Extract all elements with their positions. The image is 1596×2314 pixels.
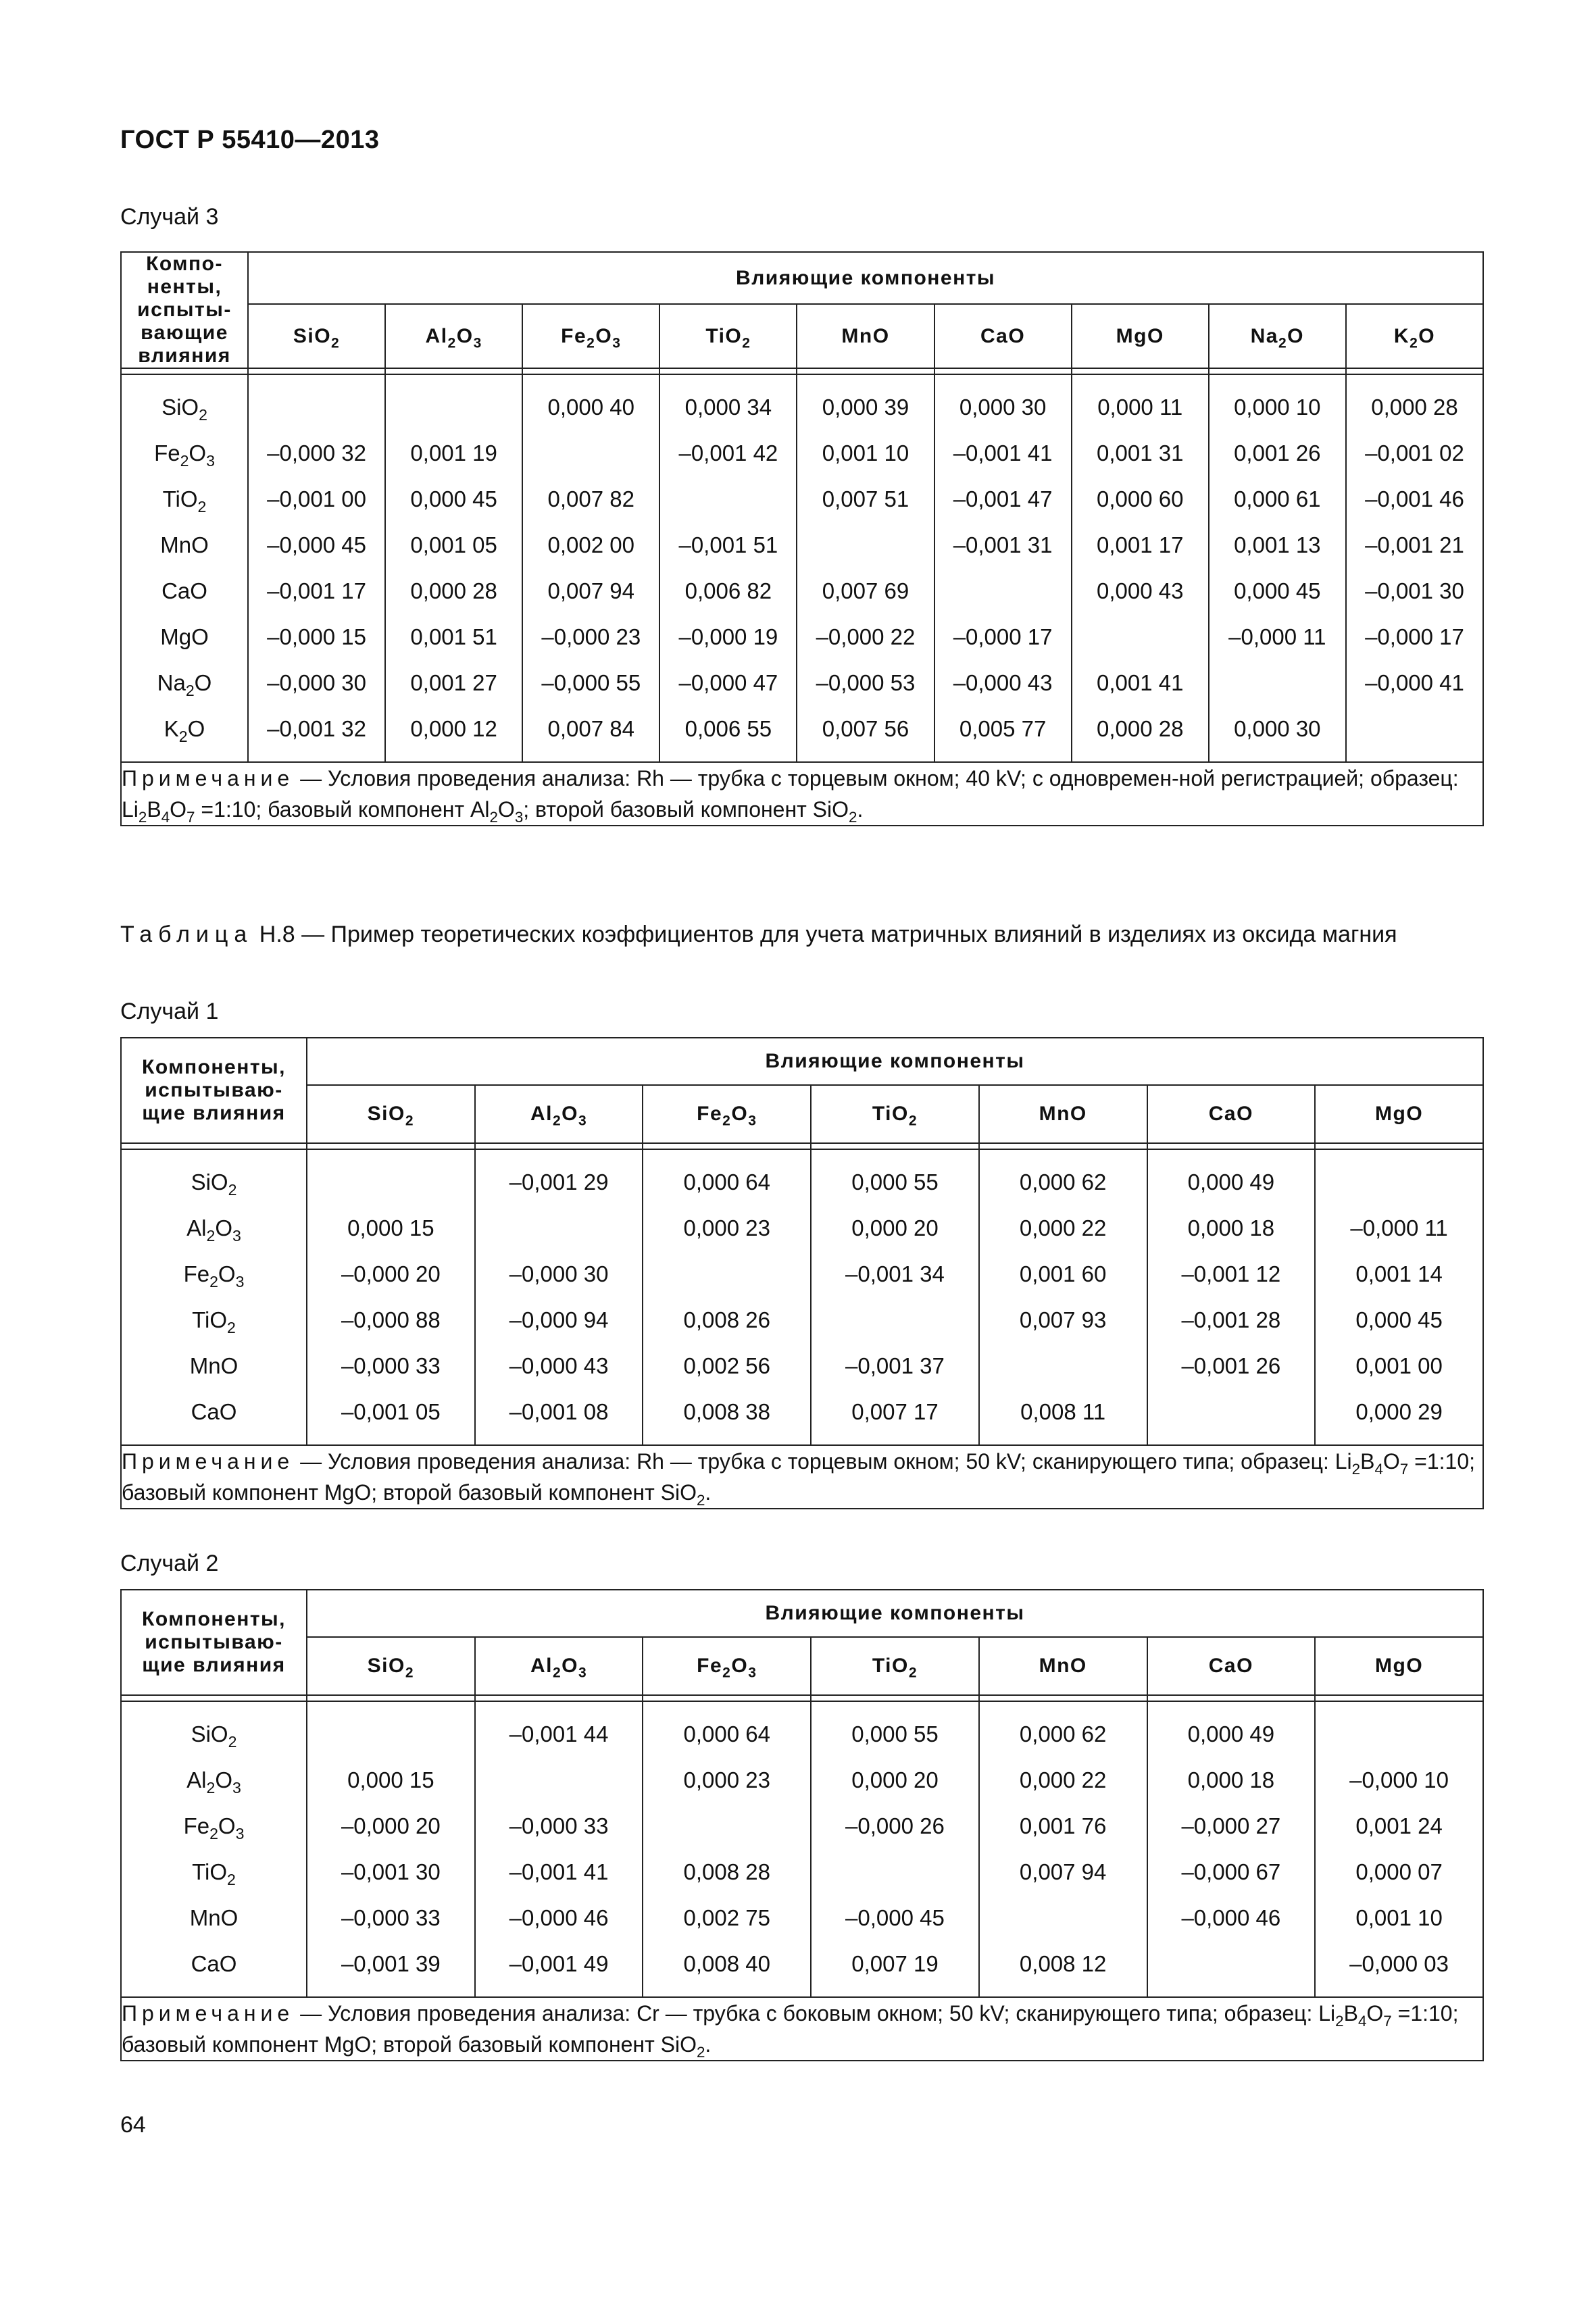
case2-cell: –0,000 33 [475, 1803, 643, 1849]
case3-header-row [121, 252, 1483, 304]
case1-cell: –0,000 43 [475, 1343, 643, 1389]
page-number: 64 [120, 2112, 146, 2138]
case1-col-mno: MnO [979, 1085, 1147, 1143]
case3-col-sio2: SiO$_2$ [248, 304, 385, 368]
case2-row-header: Компоненты, испытываю- щие влияния [121, 1590, 307, 1695]
case3-cell: 0,001 19 [385, 430, 522, 476]
case3-separator-cell [1346, 368, 1483, 374]
case3-cell: –0,000 22 [797, 614, 934, 660]
case3-cell: 0,001 13 [1209, 522, 1346, 568]
case3-cell: 0,007 84 [522, 706, 659, 762]
case3-separator-cell [1072, 368, 1209, 374]
case3-separator-cell [659, 368, 797, 374]
case3-cell: 0,000 30 [934, 374, 1072, 430]
case2-title: Случай 2 [120, 1551, 219, 1576]
case3-row-tio2 [121, 476, 1483, 522]
case2-row-label-al2o3: $Al_2O_3$ [121, 1757, 307, 1803]
case3-cell: 0,001 10 [797, 430, 934, 476]
case1-cell [643, 1251, 811, 1297]
case1-separator-cell [1147, 1143, 1316, 1149]
case3-cell: 0,000 11 [1072, 374, 1209, 430]
case1-col-al2o3: $Al_2O_3$ [475, 1085, 643, 1143]
case3-cell: –0,000 30 [248, 660, 385, 706]
case3-cell: 0,001 31 [1072, 430, 1209, 476]
case2-cell: 0,008 40 [643, 1941, 811, 1997]
case3-table [120, 251, 1484, 826]
case3-cell [522, 430, 659, 476]
case1-separator-cell [475, 1143, 643, 1149]
case1-cell: 0,007 17 [811, 1389, 979, 1445]
case1-cell: 0,000 23 [643, 1205, 811, 1251]
case3-cell: 0,000 45 [385, 476, 522, 522]
case1-cell [475, 1205, 643, 1251]
case3-row-na2o [121, 660, 1483, 706]
case1-cell: 0,008 26 [643, 1297, 811, 1343]
case3-cell: 0,000 43 [1072, 568, 1209, 614]
case1-row-label-al2o3: $Al_2O_3$ [121, 1205, 307, 1251]
case3-cell: –0,001 21 [1346, 522, 1483, 568]
case3-cell: –0,000 17 [1346, 614, 1483, 660]
case2-separator [121, 1695, 1483, 1701]
case1-cell: 0,000 64 [643, 1149, 811, 1205]
case1-cell: 0,000 18 [1147, 1205, 1316, 1251]
case2-cell [475, 1757, 643, 1803]
case3-separator-cell [1209, 368, 1346, 374]
case1-cell: 0,000 20 [811, 1205, 979, 1251]
case3-cell: –0,000 15 [248, 614, 385, 660]
case3-cell: 0,000 34 [659, 374, 797, 430]
case3-separator-cell [248, 368, 385, 374]
case2-cell: 0,000 07 [1315, 1849, 1483, 1895]
case3-col-k2o: $K_2O$ [1346, 304, 1483, 368]
case2-cell: 0,000 22 [979, 1757, 1147, 1803]
case2-cell: –0,000 45 [811, 1895, 979, 1941]
case3-cell: –0,000 32 [248, 430, 385, 476]
case2-cell [643, 1803, 811, 1849]
case3-row-k2o [121, 706, 1483, 762]
case3-row-label-sio2: SiO$_2$ [121, 374, 248, 430]
case2-row-sio2 [121, 1701, 1483, 1757]
case2-header-row [121, 1590, 1483, 1637]
case2-cell: 0,000 20 [811, 1757, 979, 1803]
case1-cell: –0,001 08 [475, 1389, 643, 1445]
case2-cell: –0,000 26 [811, 1803, 979, 1849]
case2-cell: –0,001 44 [475, 1701, 643, 1757]
case2-col-mgo: MgO [1315, 1637, 1483, 1695]
case1-group-header: Влияющие компоненты [307, 1038, 1483, 1085]
case1-column-header-row [121, 1085, 1483, 1143]
case1-separator-cell [811, 1143, 979, 1149]
case2-separator-cell [979, 1695, 1147, 1701]
case3-cell [797, 522, 934, 568]
case2-row-mno [121, 1895, 1483, 1941]
case3-cell: –0,000 23 [522, 614, 659, 660]
case2-separator-cell [475, 1695, 643, 1701]
case1-cell: –0,001 28 [1147, 1297, 1316, 1343]
case2-note-lead: Примечание [122, 2001, 295, 2026]
case1-cell: –0,001 34 [811, 1251, 979, 1297]
case2-cell: –0,001 39 [307, 1941, 475, 1997]
case1-row-label-cao: CaO [121, 1389, 307, 1445]
case2-cell: 0,008 12 [979, 1941, 1147, 1997]
case3-cell: –0,001 32 [248, 706, 385, 762]
table-caption [120, 919, 1482, 950]
case3-cell: 0,001 26 [1209, 430, 1346, 476]
case1-cell: 0,001 60 [979, 1251, 1147, 1297]
case3-title: Случай 3 [120, 204, 219, 230]
case2-cell: 0,000 55 [811, 1701, 979, 1757]
case1-row-sio2 [121, 1149, 1483, 1205]
case1-header-row [121, 1038, 1483, 1085]
case1-cell: –0,001 26 [1147, 1343, 1316, 1389]
case1-col-fe2o3: $Fe_2O_3$ [643, 1085, 811, 1143]
case2-cell: 0,008 28 [643, 1849, 811, 1895]
case1-table [120, 1037, 1484, 1509]
case3-cell: 0,005 77 [934, 706, 1072, 762]
case3-separator-cell [385, 368, 522, 374]
case2-row-al2o3 [121, 1757, 1483, 1803]
case3-cell [1072, 614, 1209, 660]
case2-cell: 0,000 18 [1147, 1757, 1316, 1803]
case1-cell: 0,008 11 [979, 1389, 1147, 1445]
case2-separator-cell [811, 1695, 979, 1701]
case3-col-fe2o3: $Fe_2O_3$ [522, 304, 659, 368]
case2-row-label-tio2: TiO$_2$ [121, 1849, 307, 1895]
case1-cell: –0,001 37 [811, 1343, 979, 1389]
case1-cell: –0,000 94 [475, 1297, 643, 1343]
case3-cell [248, 374, 385, 430]
case3-cell: –0,001 51 [659, 522, 797, 568]
case1-row-header: Компоненты, испытываю- щие влияния [121, 1038, 307, 1143]
case3-separator-cell [121, 368, 248, 374]
case1-cell: 0,001 14 [1315, 1251, 1483, 1297]
case2-row-label-fe2o3: $Fe_2O_3$ [121, 1803, 307, 1849]
case3-cell: 0,001 17 [1072, 522, 1209, 568]
case1-separator-cell [979, 1143, 1147, 1149]
case2-row-label-cao: CaO [121, 1941, 307, 1997]
case1-separator-cell [121, 1143, 307, 1149]
case2-note-text: — Условия проведения анализа: Cr — трубка с боковым окном; 50 kV; сканирующего типа; образец: $Li_2B_4O_7$ =1:10; базовый компонент MgO; второй базовый компонент SiO$_2$. [122, 2001, 1459, 2061]
case1-row-fe2o3 [121, 1251, 1483, 1297]
case2-col-al2o3: $Al_2O_3$ [475, 1637, 643, 1695]
case1-cell [1147, 1389, 1316, 1445]
case3-cell: –0,000 45 [248, 522, 385, 568]
case1-col-mgo: MgO [1315, 1085, 1483, 1143]
case3-cell: –0,000 47 [659, 660, 797, 706]
case3-cell: –0,001 02 [1346, 430, 1483, 476]
case2-cell: 0,001 10 [1315, 1895, 1483, 1941]
case3-cell: 0,000 45 [1209, 568, 1346, 614]
case3-cell: –0,001 30 [1346, 568, 1483, 614]
case3-cell: 0,001 05 [385, 522, 522, 568]
case3-cell: 0,000 10 [1209, 374, 1346, 430]
case2-note [121, 1997, 1483, 2061]
case3-row-mno [121, 522, 1483, 568]
case2-cell: 0,007 19 [811, 1941, 979, 1997]
case2-cell: –0,000 46 [475, 1895, 643, 1941]
case3-cell: 0,002 00 [522, 522, 659, 568]
case1-cell: 0,008 38 [643, 1389, 811, 1445]
case3-cell: –0,000 55 [522, 660, 659, 706]
case3-separator [121, 368, 1483, 374]
case2-cell: –0,000 10 [1315, 1757, 1483, 1803]
case2-cell [1147, 1941, 1316, 1997]
case1-cell: 0,000 55 [811, 1149, 979, 1205]
case2-column-header-row [121, 1637, 1483, 1695]
case1-cell: –0,000 33 [307, 1343, 475, 1389]
case3-cell: –0,001 46 [1346, 476, 1483, 522]
case2-separator-cell [307, 1695, 475, 1701]
case3-cell: –0,000 17 [934, 614, 1072, 660]
case2-cell: 0,000 62 [979, 1701, 1147, 1757]
case3-row-mgo [121, 614, 1483, 660]
case3-row-label-mno: MnO [121, 522, 248, 568]
case3-column-header-row [121, 304, 1483, 368]
case1-note [121, 1445, 1483, 1509]
case3-cell: 0,000 28 [1072, 706, 1209, 762]
case2-cell: 0,000 15 [307, 1757, 475, 1803]
case3-row-label-mgo: MgO [121, 614, 248, 660]
case3-cell [934, 568, 1072, 614]
case3-cell [659, 476, 797, 522]
case1-row-label-fe2o3: $Fe_2O_3$ [121, 1251, 307, 1297]
case1-row-mno [121, 1343, 1483, 1389]
case2-cell: –0,001 49 [475, 1941, 643, 1997]
case1-col-tio2: TiO$_2$ [811, 1085, 979, 1143]
case2-cell: 0,007 94 [979, 1849, 1147, 1895]
case1-separator-cell [1315, 1143, 1483, 1149]
case3-row-sio2 [121, 374, 1483, 430]
case3-note [121, 762, 1483, 826]
case3-cell: 0,007 56 [797, 706, 934, 762]
case2-separator-cell [643, 1695, 811, 1701]
case1-row-cao [121, 1389, 1483, 1445]
case3-cell: 0,007 51 [797, 476, 934, 522]
case3-col-cao: CaO [934, 304, 1072, 368]
case2-cell: 0,000 49 [1147, 1701, 1316, 1757]
case1-row-label-mno: MnO [121, 1343, 307, 1389]
case1-cell: –0,001 29 [475, 1149, 643, 1205]
case2-cell: 0,002 75 [643, 1895, 811, 1941]
case2-cell: –0,000 20 [307, 1803, 475, 1849]
case1-cell [1315, 1149, 1483, 1205]
case2-cell [811, 1849, 979, 1895]
case2-cell [1315, 1701, 1483, 1757]
case2-cell: 0,000 64 [643, 1701, 811, 1757]
case3-group-header: Влияющие компоненты [248, 252, 1483, 304]
case2-cell: 0,001 76 [979, 1803, 1147, 1849]
case1-cell: –0,001 12 [1147, 1251, 1316, 1297]
case1-col-cao: CaO [1147, 1085, 1316, 1143]
case1-cell [811, 1297, 979, 1343]
case3-col-mno: MnO [797, 304, 934, 368]
case1-row-al2o3 [121, 1205, 1483, 1251]
case2-col-sio2: SiO$_2$ [307, 1637, 475, 1695]
case2-row-fe2o3 [121, 1803, 1483, 1849]
case2-cell: –0,000 27 [1147, 1803, 1316, 1849]
case3-row-label-cao: CaO [121, 568, 248, 614]
case2-cell: –0,000 46 [1147, 1895, 1316, 1941]
case1-separator-cell [307, 1143, 475, 1149]
case3-cell: –0,001 47 [934, 476, 1072, 522]
case2-cell: –0,000 67 [1147, 1849, 1316, 1895]
case2-cell: 0,001 24 [1315, 1803, 1483, 1849]
case3-row-cao [121, 568, 1483, 614]
case2-cell: –0,000 33 [307, 1895, 475, 1941]
case3-row-label-na2o: $Na_2O$ [121, 660, 248, 706]
case1-cell [307, 1149, 475, 1205]
case1-cell: –0,001 05 [307, 1389, 475, 1445]
case3-cell [1209, 660, 1346, 706]
case1-note-row [121, 1445, 1483, 1509]
case2-col-fe2o3: $Fe_2O_3$ [643, 1637, 811, 1695]
case2-cell: –0,001 41 [475, 1849, 643, 1895]
case1-cell: 0,007 93 [979, 1297, 1147, 1343]
case3-note-text: — Условия проведения анализа: Rh — трубка с торцевым окном; 40 kV; с одновремен-ной регистрацией; образец: $Li_2B_4O_7$ =1:10; базовый компонент $Al_2O_3$; второй базовый компонент SiO$_2$. [122, 766, 1459, 826]
case2-note-row [121, 1997, 1483, 2061]
case1-cell: –0,000 11 [1315, 1205, 1483, 1251]
case3-cell: –0,000 43 [934, 660, 1072, 706]
case3-row-label-tio2: TiO$_2$ [121, 476, 248, 522]
document-header: ГОСТ Р 55410—2013 [120, 126, 380, 154]
case3-row-label-fe2o3: $Fe_2O_3$ [121, 430, 248, 476]
case3-cell: 0,000 61 [1209, 476, 1346, 522]
case1-cell: 0,000 15 [307, 1205, 475, 1251]
case1-cell: 0,002 56 [643, 1343, 811, 1389]
case2-row-label-sio2: SiO$_2$ [121, 1701, 307, 1757]
case1-cell: –0,000 30 [475, 1251, 643, 1297]
case1-cell: –0,000 88 [307, 1297, 475, 1343]
case3-cell: –0,000 11 [1209, 614, 1346, 660]
case2-row-cao [121, 1941, 1483, 1997]
case2-cell: 0,000 23 [643, 1757, 811, 1803]
table-caption-text: Н.8 — Пример теоретических коэффициентов для учета матричных влияний в изделиях из оксида магния [253, 922, 1397, 947]
case1-row-label-tio2: TiO$_2$ [121, 1297, 307, 1343]
case3-col-al2o3: $Al_2O_3$ [385, 304, 522, 368]
case3-cell [1346, 706, 1483, 762]
case1-row-label-sio2: SiO$_2$ [121, 1149, 307, 1205]
case3-col-tio2: TiO$_2$ [659, 304, 797, 368]
case3-cell: 0,006 82 [659, 568, 797, 614]
case3-separator-cell [934, 368, 1072, 374]
case3-cell: 0,006 55 [659, 706, 797, 762]
case1-title: Случай 1 [120, 999, 219, 1024]
case1-cell [979, 1343, 1147, 1389]
case1-cell: 0,000 49 [1147, 1149, 1316, 1205]
case3-row-fe2o3 [121, 430, 1483, 476]
case3-cell: 0,000 12 [385, 706, 522, 762]
case3-separator-cell [522, 368, 659, 374]
case3-cell: –0,001 00 [248, 476, 385, 522]
case1-col-sio2: SiO$_2$ [307, 1085, 475, 1143]
case1-cell: –0,000 20 [307, 1251, 475, 1297]
case2-separator-cell [1315, 1695, 1483, 1701]
case2-cell [979, 1895, 1147, 1941]
case1-row-tio2 [121, 1297, 1483, 1343]
case1-cell: 0,000 29 [1315, 1389, 1483, 1445]
case3-cell: –0,001 17 [248, 568, 385, 614]
case2-group-header: Влияющие компоненты [307, 1590, 1483, 1637]
case3-cell: 0,000 40 [522, 374, 659, 430]
case3-cell: –0,001 41 [934, 430, 1072, 476]
table-caption-lead: Таблица [120, 922, 253, 947]
case2-separator-cell [1147, 1695, 1316, 1701]
case3-row-header: Компо- ненты, испыты- вающие влияния [121, 252, 248, 368]
case3-cell: –0,001 42 [659, 430, 797, 476]
case3-cell: 0,007 82 [522, 476, 659, 522]
case3-col-na2o: $Na_2O$ [1209, 304, 1346, 368]
case3-cell: 0,000 60 [1072, 476, 1209, 522]
case2-cell [307, 1701, 475, 1757]
case2-separator-cell [121, 1695, 307, 1701]
case3-cell: 0,007 69 [797, 568, 934, 614]
case3-cell: 0,001 41 [1072, 660, 1209, 706]
case3-row-label-k2o: $K_2O$ [121, 706, 248, 762]
case2-row-label-mno: MnO [121, 1895, 307, 1941]
case2-col-cao: CaO [1147, 1637, 1316, 1695]
case2-col-mno: MnO [979, 1637, 1147, 1695]
case1-note-lead: Примечание [122, 1449, 295, 1474]
case3-col-mgo: MgO [1072, 304, 1209, 368]
case3-note-row [121, 762, 1483, 826]
case1-cell: 0,000 45 [1315, 1297, 1483, 1343]
case1-cell: 0,000 62 [979, 1149, 1147, 1205]
case3-separator-cell [797, 368, 934, 374]
case3-note-lead: Примечание [122, 766, 295, 790]
case3-cell: 0,001 51 [385, 614, 522, 660]
case3-cell: 0,001 27 [385, 660, 522, 706]
case3-cell: 0,000 39 [797, 374, 934, 430]
case3-cell: 0,000 30 [1209, 706, 1346, 762]
case1-separator-cell [643, 1143, 811, 1149]
case2-cell: –0,000 03 [1315, 1941, 1483, 1997]
case1-cell: 0,000 22 [979, 1205, 1147, 1251]
case3-cell: –0,000 53 [797, 660, 934, 706]
case2-cell: –0,001 30 [307, 1849, 475, 1895]
case3-cell: –0,000 41 [1346, 660, 1483, 706]
case2-table [120, 1589, 1484, 2061]
case2-row-tio2 [121, 1849, 1483, 1895]
case3-cell: –0,001 31 [934, 522, 1072, 568]
case1-separator [121, 1143, 1483, 1149]
case3-cell: 0,007 94 [522, 568, 659, 614]
case2-col-tio2: TiO$_2$ [811, 1637, 979, 1695]
case3-cell [385, 374, 522, 430]
case1-note-text: — Условия проведения анализа: Rh — трубка с торцевым окном; 50 kV; сканирующего типа; образец: $Li_2B_4O_7$ =1:10; базовый компонент MgO; второй базовый компонент SiO$_2$. [122, 1449, 1475, 1509]
case1-cell: 0,001 00 [1315, 1343, 1483, 1389]
case3-cell: –0,000 19 [659, 614, 797, 660]
case3-cell: 0,000 28 [385, 568, 522, 614]
case3-cell: 0,000 28 [1346, 374, 1483, 430]
